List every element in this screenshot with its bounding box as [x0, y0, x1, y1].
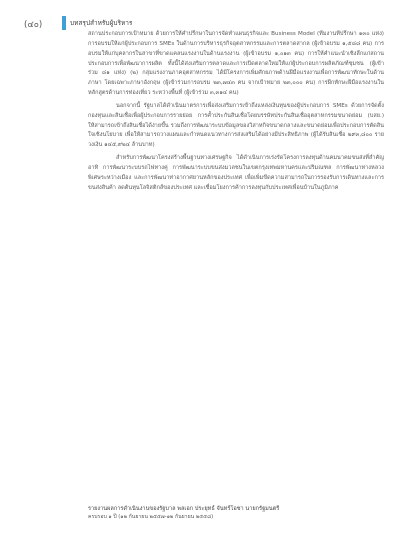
body-paragraph: สำหรับการพัฒนาโครงสร้างพื้นฐานทางเศรษฐกิจ ได้ดำเนินการเร่งรัดโครงการลงทุนด้านคมนาคมขนส่งที่สำคัญ อาทิ การพัฒนาระบบรถไฟทางคู่ การพัฒนาระบบขนส่งมวลชนในเขตกรุงเทพมหานครและปริมณฑล การพัฒนาทางหลวงพิเศษระหว่างเมือง และการพัฒนาท่าอากาศยานหลักของประเทศ เพื่อเพิ่มขีดความสามารถในการรองรับการเดินทางและการขนส่งสินค้า ลดต้นทุนโลจิสติกส์ของประเทศ และเชื่อมโยงการค้าการลงทุนกับประเทศเพื่อนบ้านในภูมิภาค [88, 155, 384, 191]
body-paragraph: สถานประกอบการเป้าหมาย ด้วยการให้คำปรึกษาในการจัดทำแผนธุรกิจและ Business Model (ทีมงานที่ปรึกษา ๑๓๐ แห่ง) การอบรมให้แก่ผู้ประกอบการ SMEs ในด้านการบริหารธุรกิจอุตสาหกรรมและการตลาดสากล (ผู้เข้าอบรม ๑,๕๘๘ คน) การอบรมให้แก่บุคลากรในสาขาที่ขาดแคลนแรงงานในด้านแรงงาน (ผู้เข้าอบรม ๑,๐๑๓ คน) การให้คำแนะนำเชิงลึกแก่สถานประกอบการเพื่อพัฒนาการผลิต ทั้งนี้ได้ส่งเสริมการตลาดและการเปิดตลาดใหม่ให้แก่ผู้ประกอบการผลิตภัณฑ์ชุมชน (ผู้เข้าร่วม ๘๑ แห่ง) (๒) กลุ่มแรงงานภาคอุตสาหกรรม ได้มีโครงการเพิ่มศักยภาพด้านฝีมือแรงงานเพื่อการพัฒนาทักษะในด้านภาษา โดยเฉพาะภาษาอังกฤษ (ผู้เข้าร่วมการอบรม ๒๓,๗๔๓ คน จากเป้าหมาย ๒๓,๐๐๐ คน) การฝึกทักษะฝีมือแรงงานในหลักสูตรด้านการท่องเที่ยว ระหว่างพื้นที่ (ผู้เข้าร่วม ๓,๓๑๔ คน) [88, 31, 384, 97]
page-header [18, 8, 378, 32]
body-paragraph: นอกจากนี้ รัฐบาลได้ดำเนินมาตรการเพื่อส่งเสริมการเข้าถึงแหล่งเงินทุนของผู้ประกอบการ SMEs ด้วยการจัดตั้งกองทุนและสินเชื่อเพื่อผู้ประกอบการรายย่อย การค้ำประกันสินเชื่อโดยบรรษัทประกันสินเชื่ออุตสาหกรรมขนาดย่อม (บสย.) ให้สามารถเข้าถึงสินเชื่อได้ง่ายขึ้น รวมถึงการพัฒนาระบบข้อมูลของวิสาหกิจขนาดกลางและขนาดย่อมเพื่อประกอบการตัดสินใจเชิงนโยบาย เพื่อให้สามารถวางแผนและกำหนดแนวทางการส่งเสริมได้อย่างมีประสิทธิภาพ (ผู้ได้รับสินเชื่อ ๒๙๓,๘๐๐ ราย วงเงิน ๑๔๕,๙๒๔ ล้านบาท) [88, 102, 384, 149]
footer-issue-info: ครบรอบ ๑ ปี (๑๒ กันยายน ๒๕๕๗-๑๒ กันยายน ๒๕๕๘) [88, 514, 214, 520]
header-accent-bar [62, 16, 66, 30]
footer-publication-title: รายงานผลการดำเนินงานของรัฐบาล พลเอก ประยุทธ์ จันทร์โอชา นายกรัฐมนตรี [88, 506, 280, 512]
section-title: บทสรุปสำหรับผู้บริหาร [70, 19, 133, 27]
page-footer [88, 505, 388, 521]
page-number: (๔๐) [24, 20, 43, 30]
article-body [88, 30, 384, 460]
